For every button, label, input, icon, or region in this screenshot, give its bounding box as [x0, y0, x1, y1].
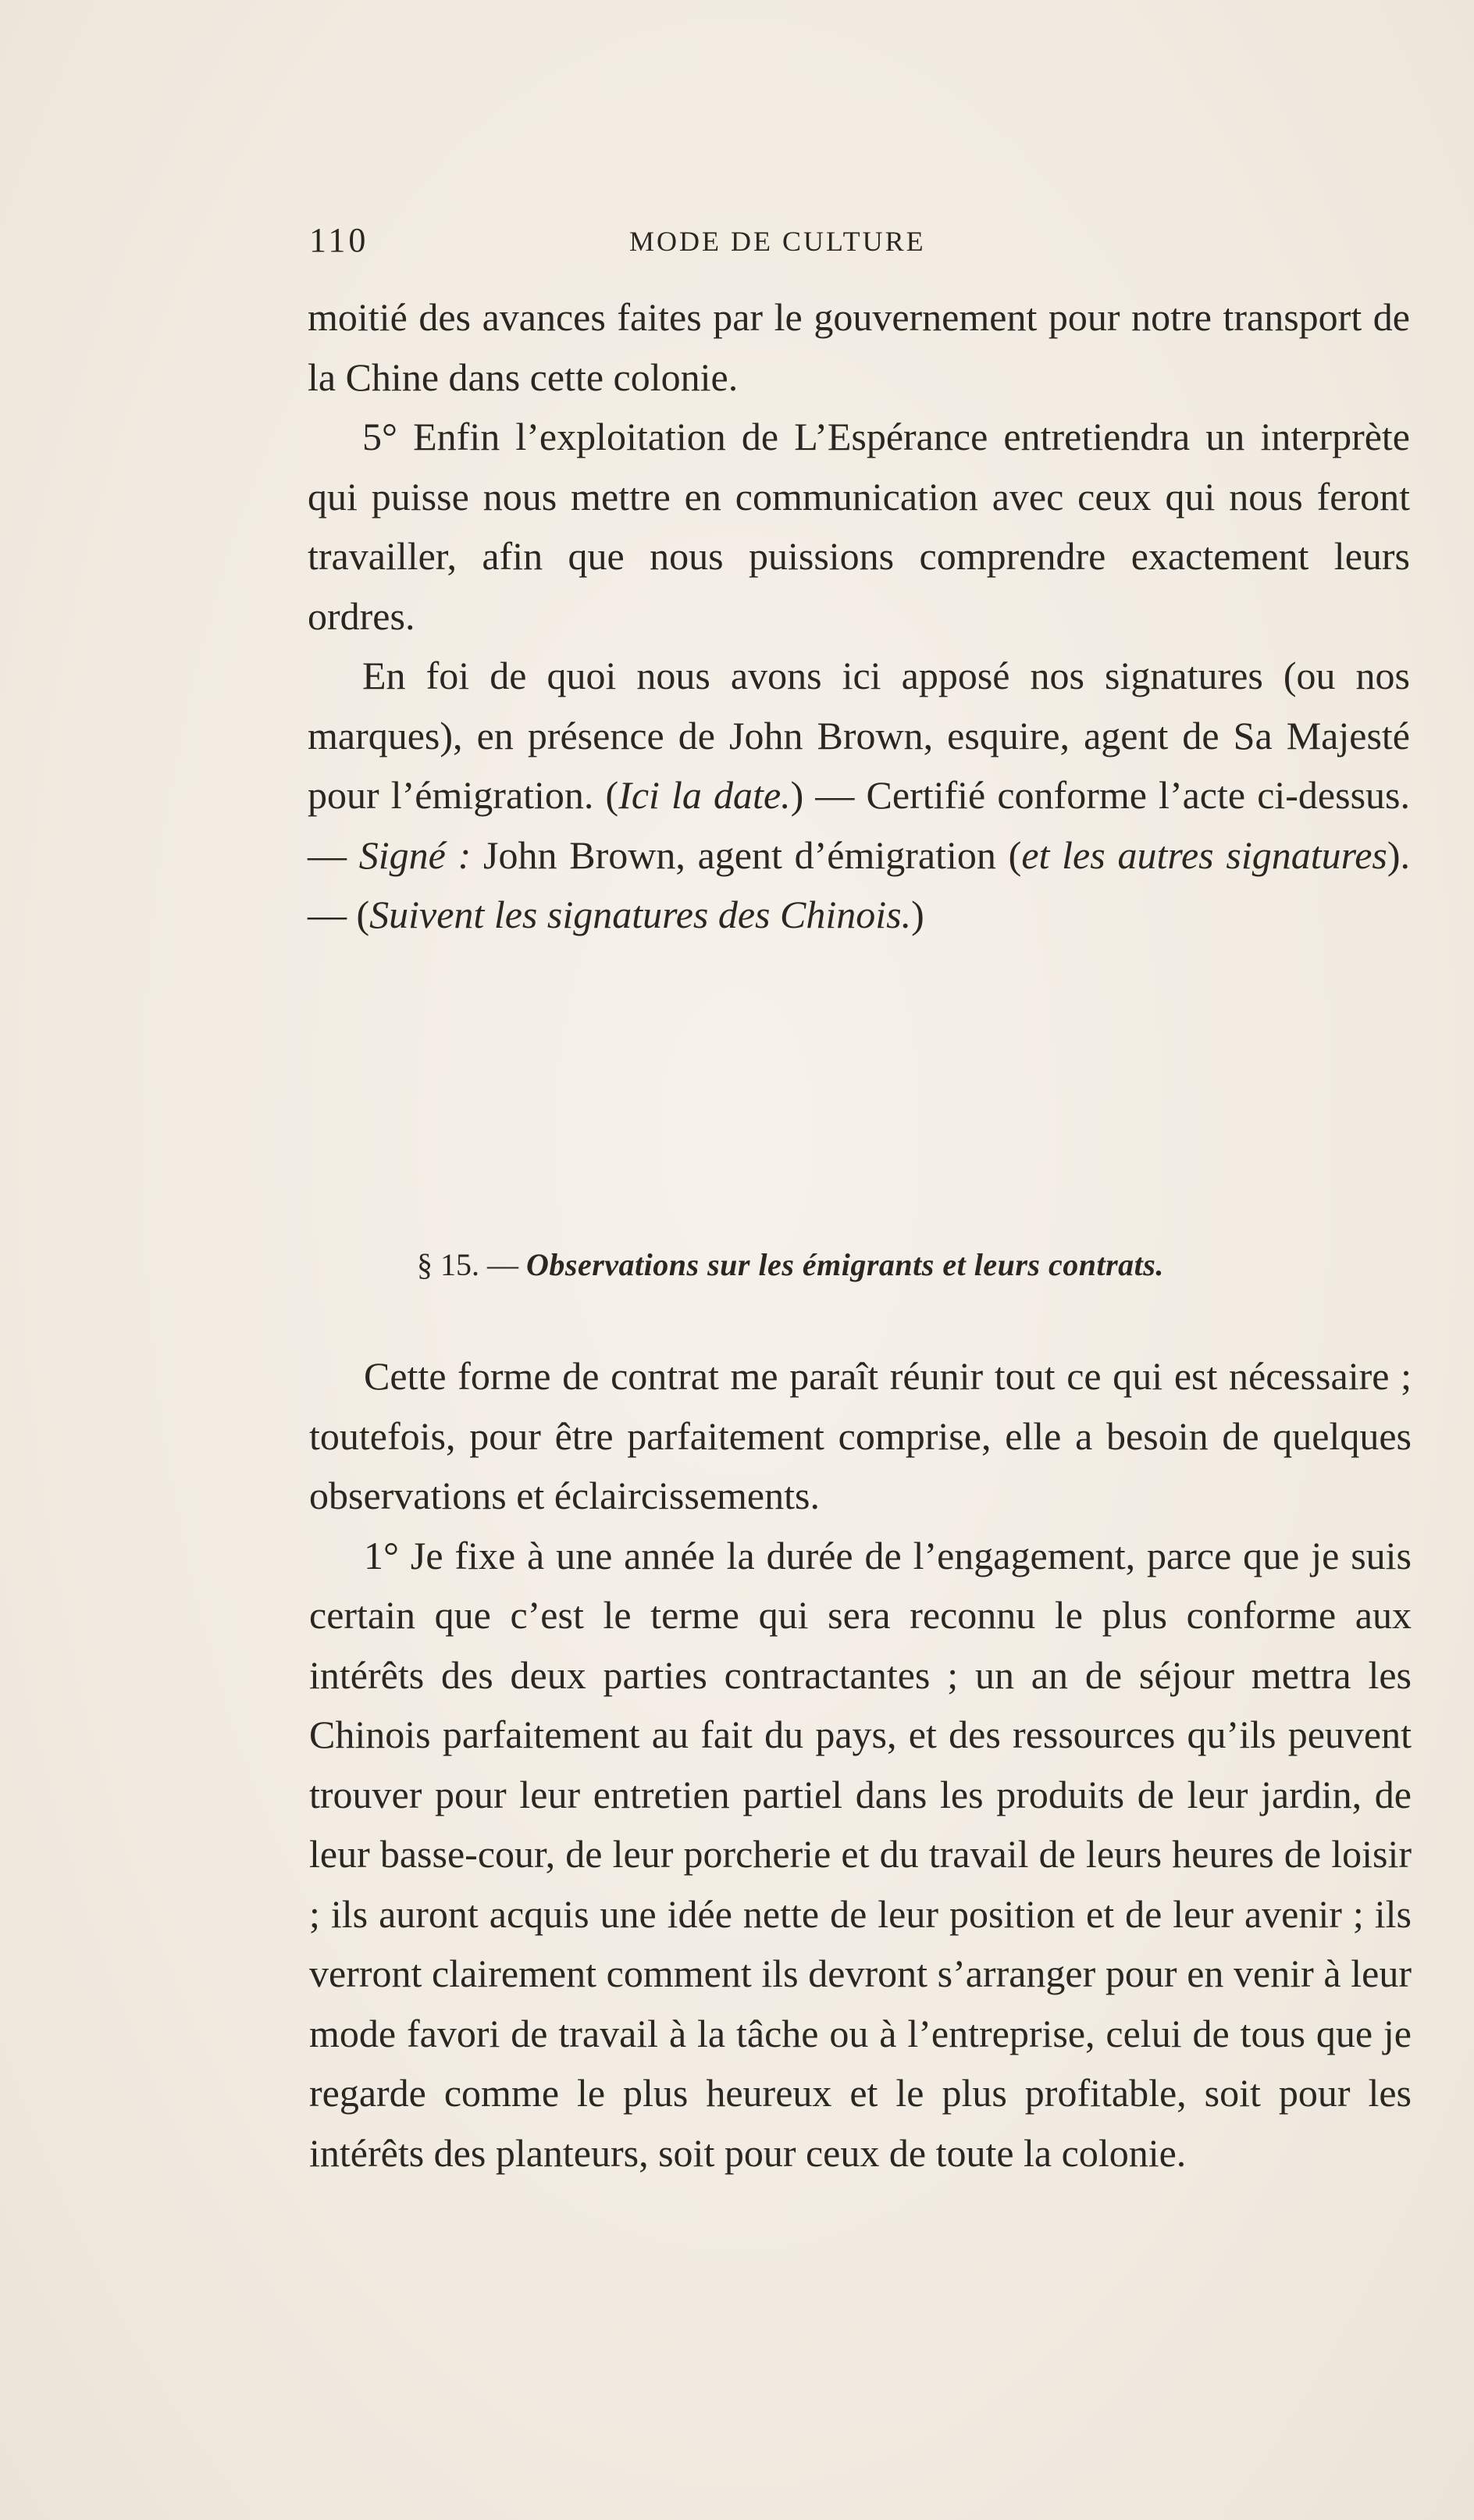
- text-run: ) — Certifié conforme l’acte ci-dessus. —: [308, 773, 1410, 877]
- paragraph-item-5: 5° Enfin l’exploitation de L’Espérance entretiendra un interprète qui puisse nous mettre en communication avec ceux qui nous feront travailler, afin que nous puissions comprendre exactement leurs ordres.: [308, 415, 1410, 638]
- paragraph-continuation: moitié des avances faites par le gouvernement pour notre transport de la Chine dans cette colonie.: [308, 295, 1410, 399]
- section-title: Observations sur les émigrants et leurs contrats.: [526, 1247, 1164, 1282]
- italic-run: et les autres signatures: [1021, 832, 1387, 877]
- paragraph-intro: Cette forme de contrat me paraît réunir tout ce qui est nécessaire ; toutefois, pour être parfaitement comprise, elle a besoin de quelques observations et éclaircissements.: [309, 1354, 1412, 1517]
- paragraph-item-1: 1° Je fixe à une année la durée de l’engagement, parce que je suis certain que c’est le terme qui sera reconnu le plus conforme aux intérêts des deux parties contractantes ; un an de séjour mettra les Chinois parfaitement au fait du pays, et des ressources qu’ils peuvent trouver pour leur entretien partiel dans les produits de leur jardin, de leur basse-cour, de leur porcherie et du travail de leurs heures de loisir ; ils auront acquis une idée nette de leur position et de leur avenir ; ils verront clairement comment ils devront s’arranger pour en venir à leur mode favori de travail à la tâche ou à l’entreprise, celui de tous que je regarde comme le plus heureux et le plus profitable, soit pour les intérêts des planteurs, soit pour ceux de toute la colonie.: [309, 1533, 1412, 2175]
- body-text-upper: [308, 287, 1410, 945]
- text-run: ): [911, 893, 924, 936]
- section-number: § 15. —: [417, 1247, 526, 1282]
- paragraph-attestation: [308, 646, 1410, 945]
- text-run: John Brown, agent d’émigration (: [471, 832, 1022, 877]
- page-number: 110: [309, 221, 369, 259]
- running-title: MODE DE CULTURE: [629, 226, 926, 257]
- italic-run: Suivent les signatures des Chinois.: [369, 893, 912, 936]
- section-heading: [417, 1242, 1412, 1289]
- italic-run: Signé :: [358, 832, 472, 877]
- italic-run: Ici la date.: [618, 773, 791, 817]
- body-text-lower: [309, 1190, 1412, 2183]
- text-run: ). — (: [308, 832, 1411, 936]
- running-head: [309, 220, 1418, 267]
- text-run: En foi de quoi nous avons ici apposé nos signatures (ou nos marques), en présence de John Brown, esquire, agent de Sa Majesté pour l’émigration. (: [308, 654, 1410, 817]
